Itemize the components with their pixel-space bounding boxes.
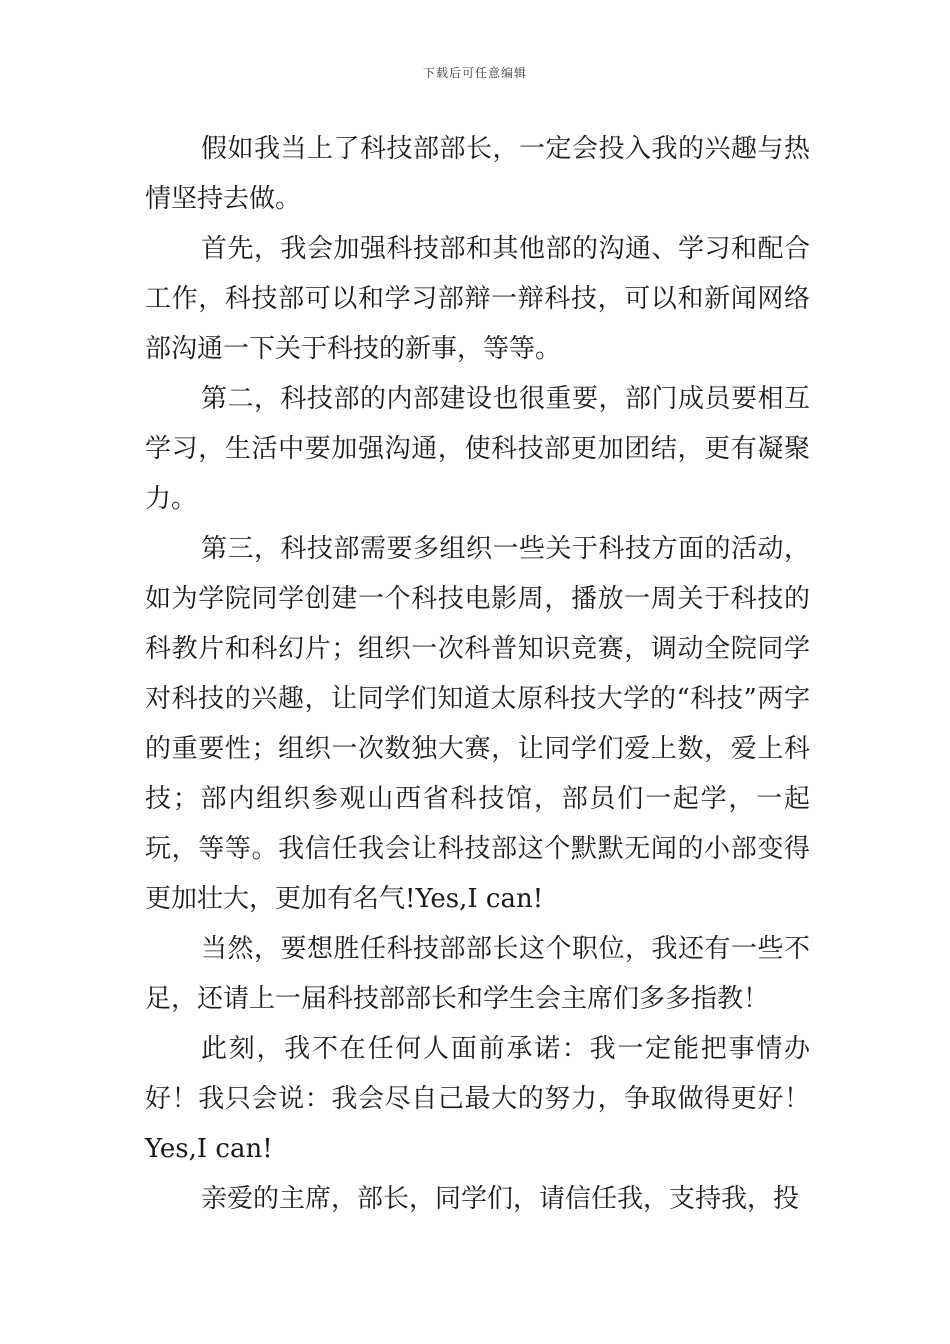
paragraph-1: 假如我当上了科技部部长，一定会投入我的兴趣与热情坚持去做。 xyxy=(145,134,810,214)
document-body xyxy=(145,124,810,1224)
paragraph-6: 此刻，我不在任何人面前承诺：我一定能把事情办好！我只会说：我会尽自己最大的努力，争取做得更好！Yes,I can! xyxy=(145,1034,810,1164)
page-header: 下载后可任意编辑 xyxy=(422,66,527,80)
paragraph-5: 当然，要想胜任科技部部长这个职位，我还有一些不足，还请上一届科技部部长和学生会主席们多多指教！ xyxy=(145,934,810,1014)
paragraph-2: 首先，我会加强科技部和其他部的沟通、学习和配合工作，科技部可以和学习部辩一辩科技，可以和新闻网络部沟通一下关于科技的新事，等等。 xyxy=(145,234,810,364)
paragraph-7: 亲爱的主席，部长，同学们，请信任我，支持我，投 xyxy=(201,1184,800,1214)
paragraph-3: 第二，科技部的内部建设也很重要，部门成员要相互学习，生活中要加强沟通，使科技部更加团结，更有凝聚力。 xyxy=(145,384,810,514)
paragraph-4: 第三，科技部需要多组织一些关于科技方面的活动，如为学院同学创建一个科技电影周，播放一周关于科技的科教片和科幻片；组织一次科普知识竞赛，调动全院同学对科技的兴趣，让同学们知道太原科技大学的“科技”两字的重要性；组织一次数独大赛，让同学们爱上数，爱上科技；部内组织参观山西省科技馆，部员们一起学，一起玩，等等。我信任我会让科技部这个默默无闻的小部变得更加壮大，更加有名气!Yes,I can! xyxy=(145,534,810,914)
